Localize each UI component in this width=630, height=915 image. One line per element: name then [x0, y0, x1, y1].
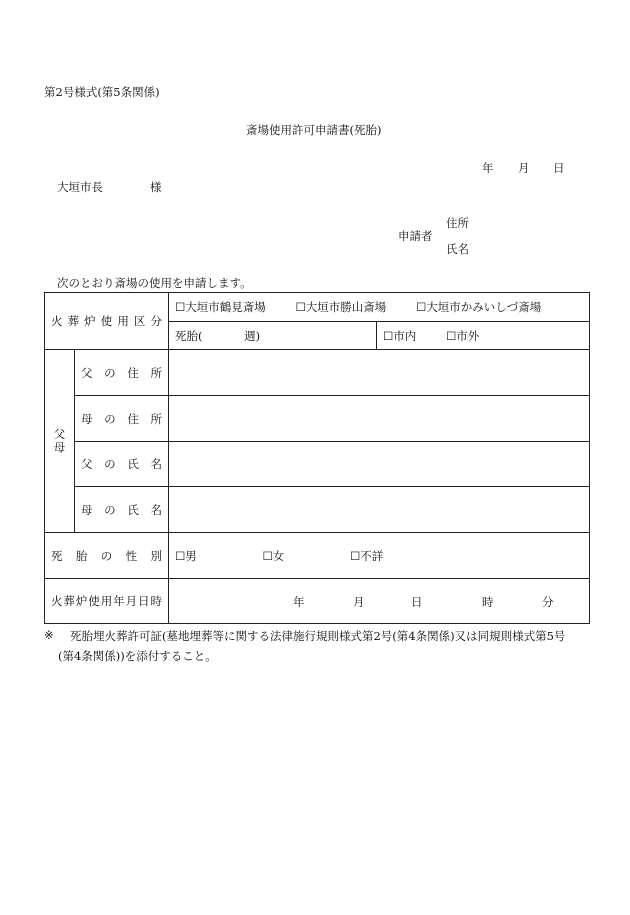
dt-year: 年 — [293, 595, 305, 609]
father-address-label: 父の住所 — [75, 350, 169, 396]
residence-option-outside[interactable]: ☐市外 — [445, 328, 480, 343]
honorific: 様 — [150, 180, 162, 194]
facility-options — [169, 293, 590, 322]
date-year: 年 — [482, 161, 494, 175]
facility-option-katsuyama[interactable]: ☐大垣市勝山斎場 — [295, 300, 387, 314]
sex-option-unknown[interactable]: ☐不詳 — [349, 548, 384, 563]
datetime-field[interactable] — [169, 579, 590, 624]
facility-option-tsurumi[interactable]: ☐大垣市鶴見斎場 — [175, 300, 266, 314]
dt-hour: 時 — [482, 595, 494, 609]
date-month: 月 — [518, 161, 530, 175]
form-title: 斎場使用許可申請書(死胎) — [246, 123, 382, 137]
applicant-label: 申請者 — [398, 229, 433, 243]
note-line-1: 死胎埋火葬許可証(墓地埋葬等に関する法律施行規則様式第2号(第4条関係)又は同規則様式第5号 — [70, 629, 566, 643]
stillbirth-weeks-cell — [169, 322, 377, 350]
name-label: 氏名 — [446, 242, 469, 256]
facility-option-kamiishizu[interactable]: ☐大垣市かみいしづ斎場 — [415, 300, 542, 314]
residence-options — [377, 322, 590, 350]
sex-label: 死胎の性別 — [45, 533, 169, 579]
addressee: 大垣市長 — [57, 180, 103, 194]
application-table — [44, 292, 590, 624]
datetime-label: 火葬炉使用年月日時 — [45, 579, 169, 624]
weeks-label: 週) — [244, 328, 261, 343]
sex-option-female[interactable]: ☐女 — [262, 548, 285, 563]
facility-label: 火葬炉使用区分 — [45, 293, 169, 350]
intro-text: 次のとおり斎場の使用を申請します。 — [57, 276, 252, 290]
address-label: 住所 — [446, 216, 469, 230]
residence-option-inside[interactable]: ☐市内 — [383, 328, 417, 343]
father-name-label: 父の氏名 — [75, 442, 169, 487]
sex-option-male[interactable]: ☐男 — [175, 548, 197, 563]
stillbirth-label: 死胎( — [175, 328, 203, 343]
mother-address-field[interactable] — [169, 396, 590, 442]
dt-minute: 分 — [542, 595, 554, 609]
father-address-field[interactable] — [169, 350, 590, 396]
mother-name-label: 母の氏名 — [75, 487, 169, 533]
father-name-field[interactable] — [169, 442, 590, 487]
date-day: 日 — [553, 161, 565, 175]
parents-label: 父母 — [45, 350, 75, 533]
note-line-2: (第4条関係))を添付すること。 — [58, 649, 217, 663]
mother-name-field[interactable] — [169, 487, 590, 533]
form-number: 第2号様式(第5条関係) — [44, 85, 160, 99]
mother-address-label: 母の住所 — [75, 396, 169, 442]
dt-day: 日 — [411, 595, 423, 609]
note-mark: ※ — [44, 628, 54, 642]
dt-month: 月 — [353, 595, 365, 609]
sex-options — [169, 533, 590, 579]
